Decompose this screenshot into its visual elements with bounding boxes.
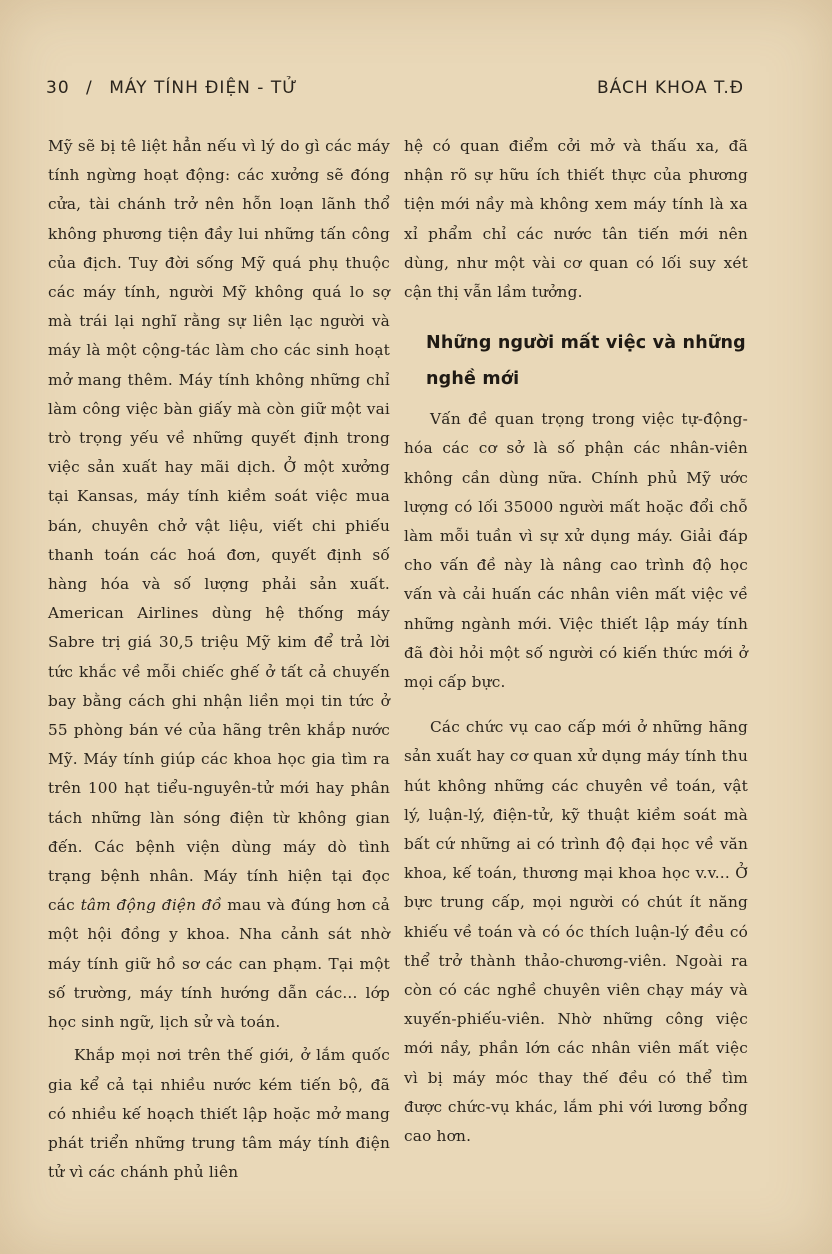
publication-name: BÁCH KHOA T.Đ	[596, 78, 744, 98]
left-column	[48, 132, 390, 1187]
left-paragraph-2: Khắp mọi nơi trên thế giới, ở lắm quốc gia kể cả tại nhiều nước kém tiến bộ, đã có nhiều kế hoạch thiết lập hoặc mở mang phát triển những trung tâm máy tính điện tử vì các chánh phủ liên	[48, 1046, 390, 1182]
left-paragraph-1-italic-term: tâm động điện đồ	[80, 896, 222, 915]
article-title: MÁY TÍNH ĐIỆN - TỬ	[109, 78, 298, 98]
right-paragraph-2: Vấn đề quan trọng trong việc tự-động-hóa các cơ sở là số phận các nhân-viên không cần dùng nữa. Chính phủ Mỹ ước lượng có lối 35000 người mất hoặc đổi chỗ làm mỗi tuần vì sự xử dụng máy. Giải đáp cho vấn đề này là nâng cao trình độ học vấn và cải huấn các nhân viên mất việc về những ngành mới. Việc thiết lập máy tính đã đòi hỏi một số người có kiến thức mới ở mọi cấp bực.	[404, 410, 748, 692]
right-paragraph-3: Các chức vụ cao cấp mới ở những hãng sản xuất hay cơ quan xử dụng máy tính thu hút không những các chuyên về toán, vật lý, luận-lý, điện-tử, kỹ thuật kiềm soát mà bất cứ những ai có trình độ đại học về văn khoa, kế toán, thương mại khoa học v.v... Ở bực trung cấp, mọi người có chút ít năng khiếu về toán và có óc thích luận-lý đều có thể trở thành thảo-chương-viên. Ngoài ra còn có các nghề chuyên viên chạy máy và xuyến-phiếu-viên. Nhờ những công việc mới nầy, phần lớn các nhân viên mất việc vì bị máy móc thay thế đều có thể tìm được chức-vụ khác, lắm phi với lương bổng cao hơn.	[404, 718, 748, 1146]
right-paragraph-1: hệ có quan điểm cởi mở và thấu xa, đã nhận rõ sự hữu ích thiết thực của phương tiện mới nầy mà không xem máy tính là xa xỉ phẩm chỉ các nước tân tiến mới nên dùng, như một vài cơ quan có lối suy xét cận thị vẫn lầm tưởng.	[404, 137, 748, 302]
header-left	[46, 78, 308, 98]
section-heading: Những người mất việc và những nghề mới	[426, 333, 746, 390]
left-paragraph-1-text-b: mau và đúng hơn cả một hội đồng y khoa. Nha cảnh sát nhờ máy tính giữ hồ sơ các can phạm. Tại một số trường, máy tính hướng dẫn các... lớp học sinh ngữ, lịch sử và toán.	[48, 896, 390, 1032]
left-paragraph-1	[48, 132, 390, 1037]
left-paragraph-1-text-a: Mỹ sẽ bị tê liệt hẳn nếu vì lý do gì các máy tính ngừng hoạt động: các xưởng sẽ đóng cửa, tài chánh trở nên hỗn loạn lãnh thổ không phương tiện đầy lui những tấn công của địch. Tuy đời sống Mỹ quá phụ thuộc các máy tính, người Mỹ không quá lo sợ mà trái lại nghĩ rằng sự liên lạc người và máy là một cộng-tác làm cho các sinh hoạt mở mang thêm. Máy tính không những chỉ làm công việc bàn giấy mà còn giữ một vai trò trọng yếu về những quyết định trong việc sản xuất hay mãi dịch. Ở một xưởng tại Kansas, máy tính kiềm soát việc mua bán, chuyên chở vật liệu, viết chi phiếu thanh toán các hoá đơn, quyết định số hàng hóa và số lượng phải sản xuất. American Airlines dùng hệ thống máy Sabre trị giá 30,5 triệu Mỹ kim để trả lời tức khắc về mỗi chiếc ghế ở tất cả chuyến bay bằng cách ghi nhận liền mọi tin tức ở 55 phòng bán vé của hãng trên khắp nước Mỹ. Máy tính giúp các khoa học gia tìm ra trên 100 hạt tiểu-nguyên-tử mới hay phân tách những làn sóng điện từ không gian đến. Các bệnh viện dùng máy dò tình trạng bệnh nhân. Máy tính hiện tại đọc các	[48, 137, 390, 915]
right-column	[404, 132, 748, 1151]
header-separator: /	[86, 78, 93, 98]
paragraph-gap	[404, 697, 748, 713]
page-number: 30	[46, 78, 70, 98]
page-header	[46, 78, 744, 108]
